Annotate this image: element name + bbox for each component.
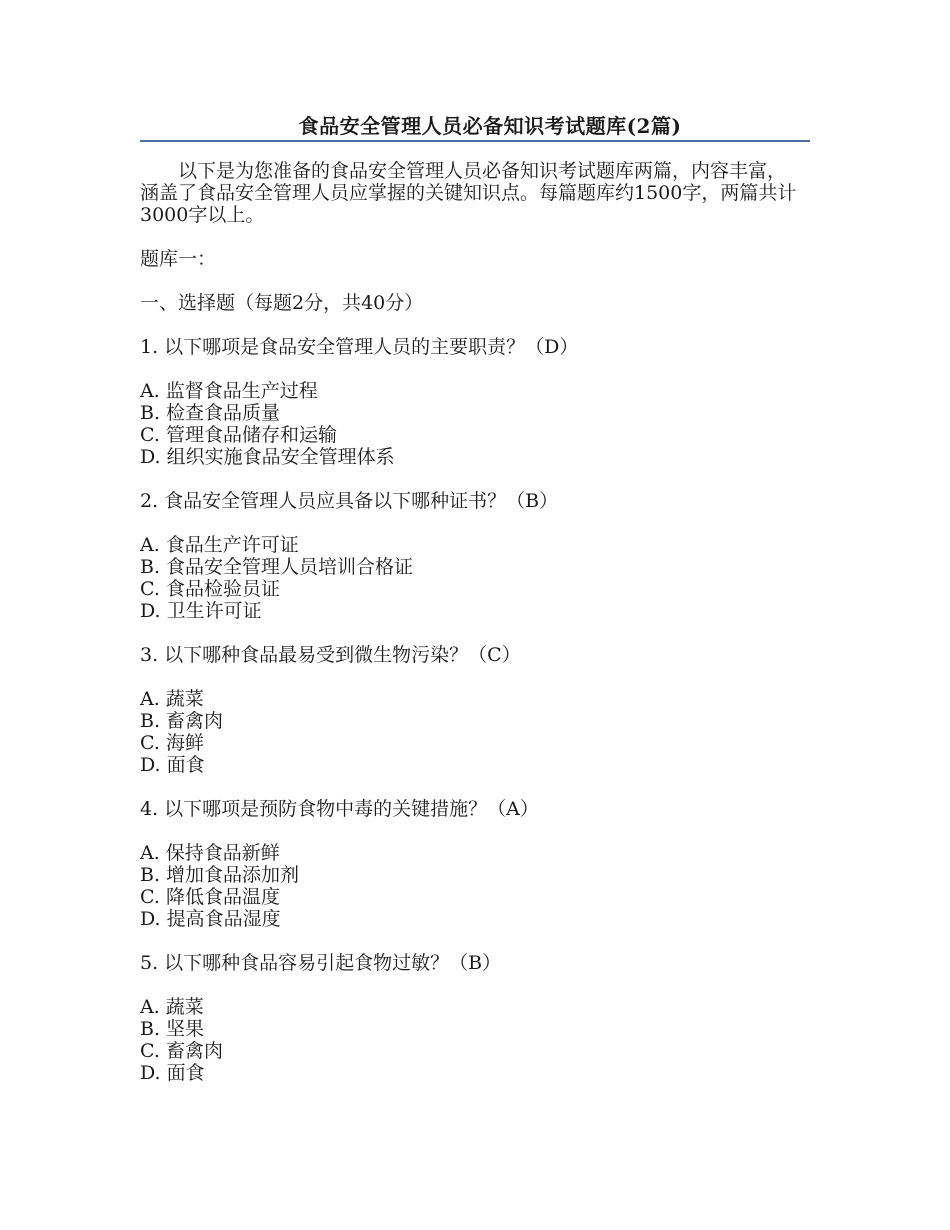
option-d: D. 卫生许可证 — [140, 600, 262, 622]
document-body — [140, 160, 800, 1084]
option-c: C. 食品检验员证 — [140, 578, 280, 600]
option-a: A. 监督食品生产过程 — [140, 380, 318, 402]
section-heading: 一、选择题（每题2分，共40分） — [140, 292, 424, 314]
document-title: 食品安全管理人员必备知识考试题库(2篇) — [298, 114, 682, 138]
option-a: A. 食品生产许可证 — [140, 534, 299, 556]
option-c: C. 畜禽肉 — [140, 1040, 223, 1062]
question-2-options — [140, 534, 800, 622]
question-5 — [140, 952, 800, 974]
option-c: C. 降低食品温度 — [140, 886, 280, 908]
option-d: D. 面食 — [140, 754, 205, 776]
option-b: B. 增加食品添加剂 — [140, 864, 300, 886]
question-3-options — [140, 688, 800, 776]
question-1 — [140, 336, 800, 358]
question-stem: 1. 以下哪项是食品安全管理人员的主要职责？（D） — [140, 336, 579, 358]
question-4 — [140, 798, 800, 820]
option-b: B. 畜禽肉 — [140, 710, 224, 732]
option-a: A. 蔬菜 — [140, 688, 204, 710]
option-d: D. 面食 — [140, 1062, 205, 1084]
question-4-options — [140, 842, 800, 930]
question-3 — [140, 644, 800, 666]
question-5-options — [140, 996, 800, 1084]
option-b: B. 食品安全管理人员培训合格证 — [140, 556, 414, 578]
question-stem: 3. 以下哪种食品最易受到微生物污染？（C） — [140, 644, 521, 666]
question-1-options — [140, 380, 800, 468]
question-2 — [140, 490, 800, 512]
question-stem: 5. 以下哪种食品容易引起食物过敏？（B） — [140, 952, 502, 974]
question-stem: 4. 以下哪项是预防食物中毒的关键措施？（A） — [140, 798, 539, 820]
option-a: A. 保持食品新鲜 — [140, 842, 280, 864]
option-d: D. 组织实施食品安全管理体系 — [140, 446, 395, 468]
bank-heading: 题库一： — [140, 248, 217, 270]
title-underline — [140, 140, 810, 142]
option-b: B. 检查食品质量 — [140, 402, 281, 424]
intro-paragraph: 以下是为您准备的食品安全管理人员必备知识考试题库两篇，内容丰富，涵盖了食品安全管理人员应掌握的关键知识点。每篇题库约1500字，两篇共计3000字以上。 — [140, 160, 797, 226]
option-d: D. 提高食品湿度 — [140, 908, 281, 930]
option-a: A. 蔬菜 — [140, 996, 204, 1018]
question-stem: 2. 食品安全管理人员应具备以下哪种证书？（B） — [140, 490, 559, 512]
option-c: C. 海鲜 — [140, 732, 204, 754]
option-b: B. 坚果 — [140, 1018, 205, 1040]
option-c: C. 管理食品储存和运输 — [140, 424, 337, 446]
